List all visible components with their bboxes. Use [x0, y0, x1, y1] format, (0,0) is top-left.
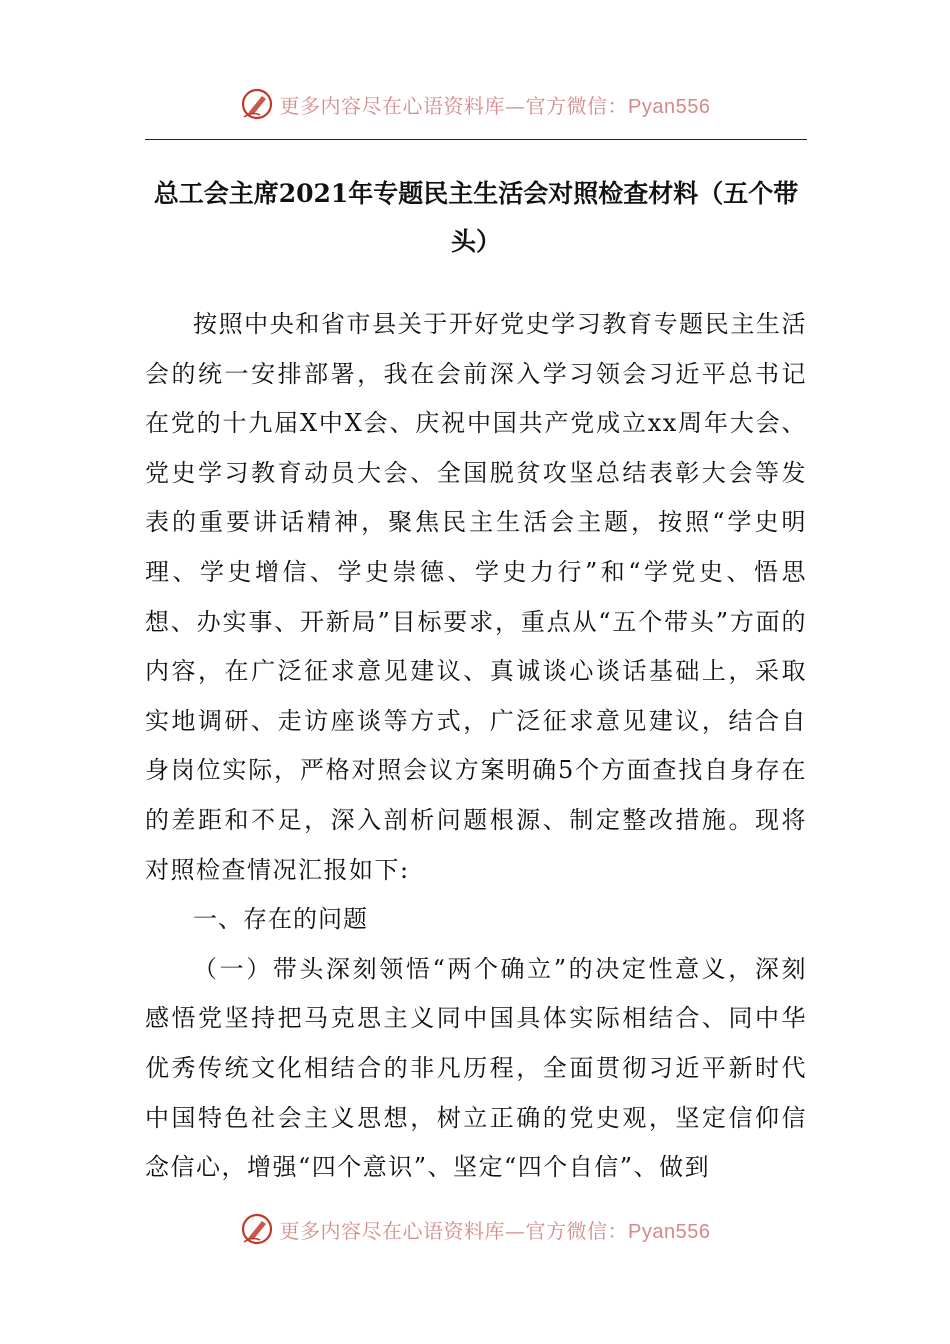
- watermark-text: 更多内容尽在心语资料库—官方微信：Pyan556: [279, 93, 711, 118]
- watermark-text: 更多内容尽在心语资料库—官方微信：Pyan556: [279, 1218, 711, 1243]
- document-body: [145, 300, 807, 1193]
- document-title: 总工会主席2021年专题民主生活会对照检查材料（五个带头）: [153, 179, 799, 256]
- watermark-header: [0, 84, 950, 124]
- section-paragraph: （一）带头深刻领悟“两个确立”的决定性意义，深刻感悟党坚持把马克思主义同中国具体实际相结合、同中华优秀传统文化相结合的非凡历程，全面贯彻习近平新时代中国特色社会主义思想，树立正确的党史观，坚定信仰信念信心，增强“四个意识”、坚定“四个自信”、做到: [145, 954, 807, 1182]
- watermark-footer: [0, 1209, 950, 1249]
- header-divider: [145, 139, 807, 140]
- intro-paragraph: 按照中央和省市县关于开好党史学习教育专题民主生活会的统一安排部署，我在会前深入学习领会习近平总书记在党的十九届X中X会、庆祝中国共产党成立xx周年大会、党史学习教育动员大会、全国脱贫攻坚总结表彰大会等发表的重要讲话精神，聚焦民主生活会主题，按照“学史明理、学史增信、学史崇德、学史力行”和“学党史、悟思想、办实事、开新局”目标要求，重点从“五个带头”方面的内容，在广泛征求意见建议、真诚谈心谈话基础上，采取实地调研、走访座谈等方式，广泛征求意见建议，结合自身岗位实际，严格对照会议方案明确5个方面查找自身存在的差距和不足，深入剖析问题根源、制定整改措施。现将对照检查情况汇报如下:: [145, 310, 807, 884]
- pen-logo-icon: [240, 87, 274, 121]
- pen-logo-icon: [240, 1212, 274, 1246]
- section-heading: 一、存在的问题: [193, 905, 368, 934]
